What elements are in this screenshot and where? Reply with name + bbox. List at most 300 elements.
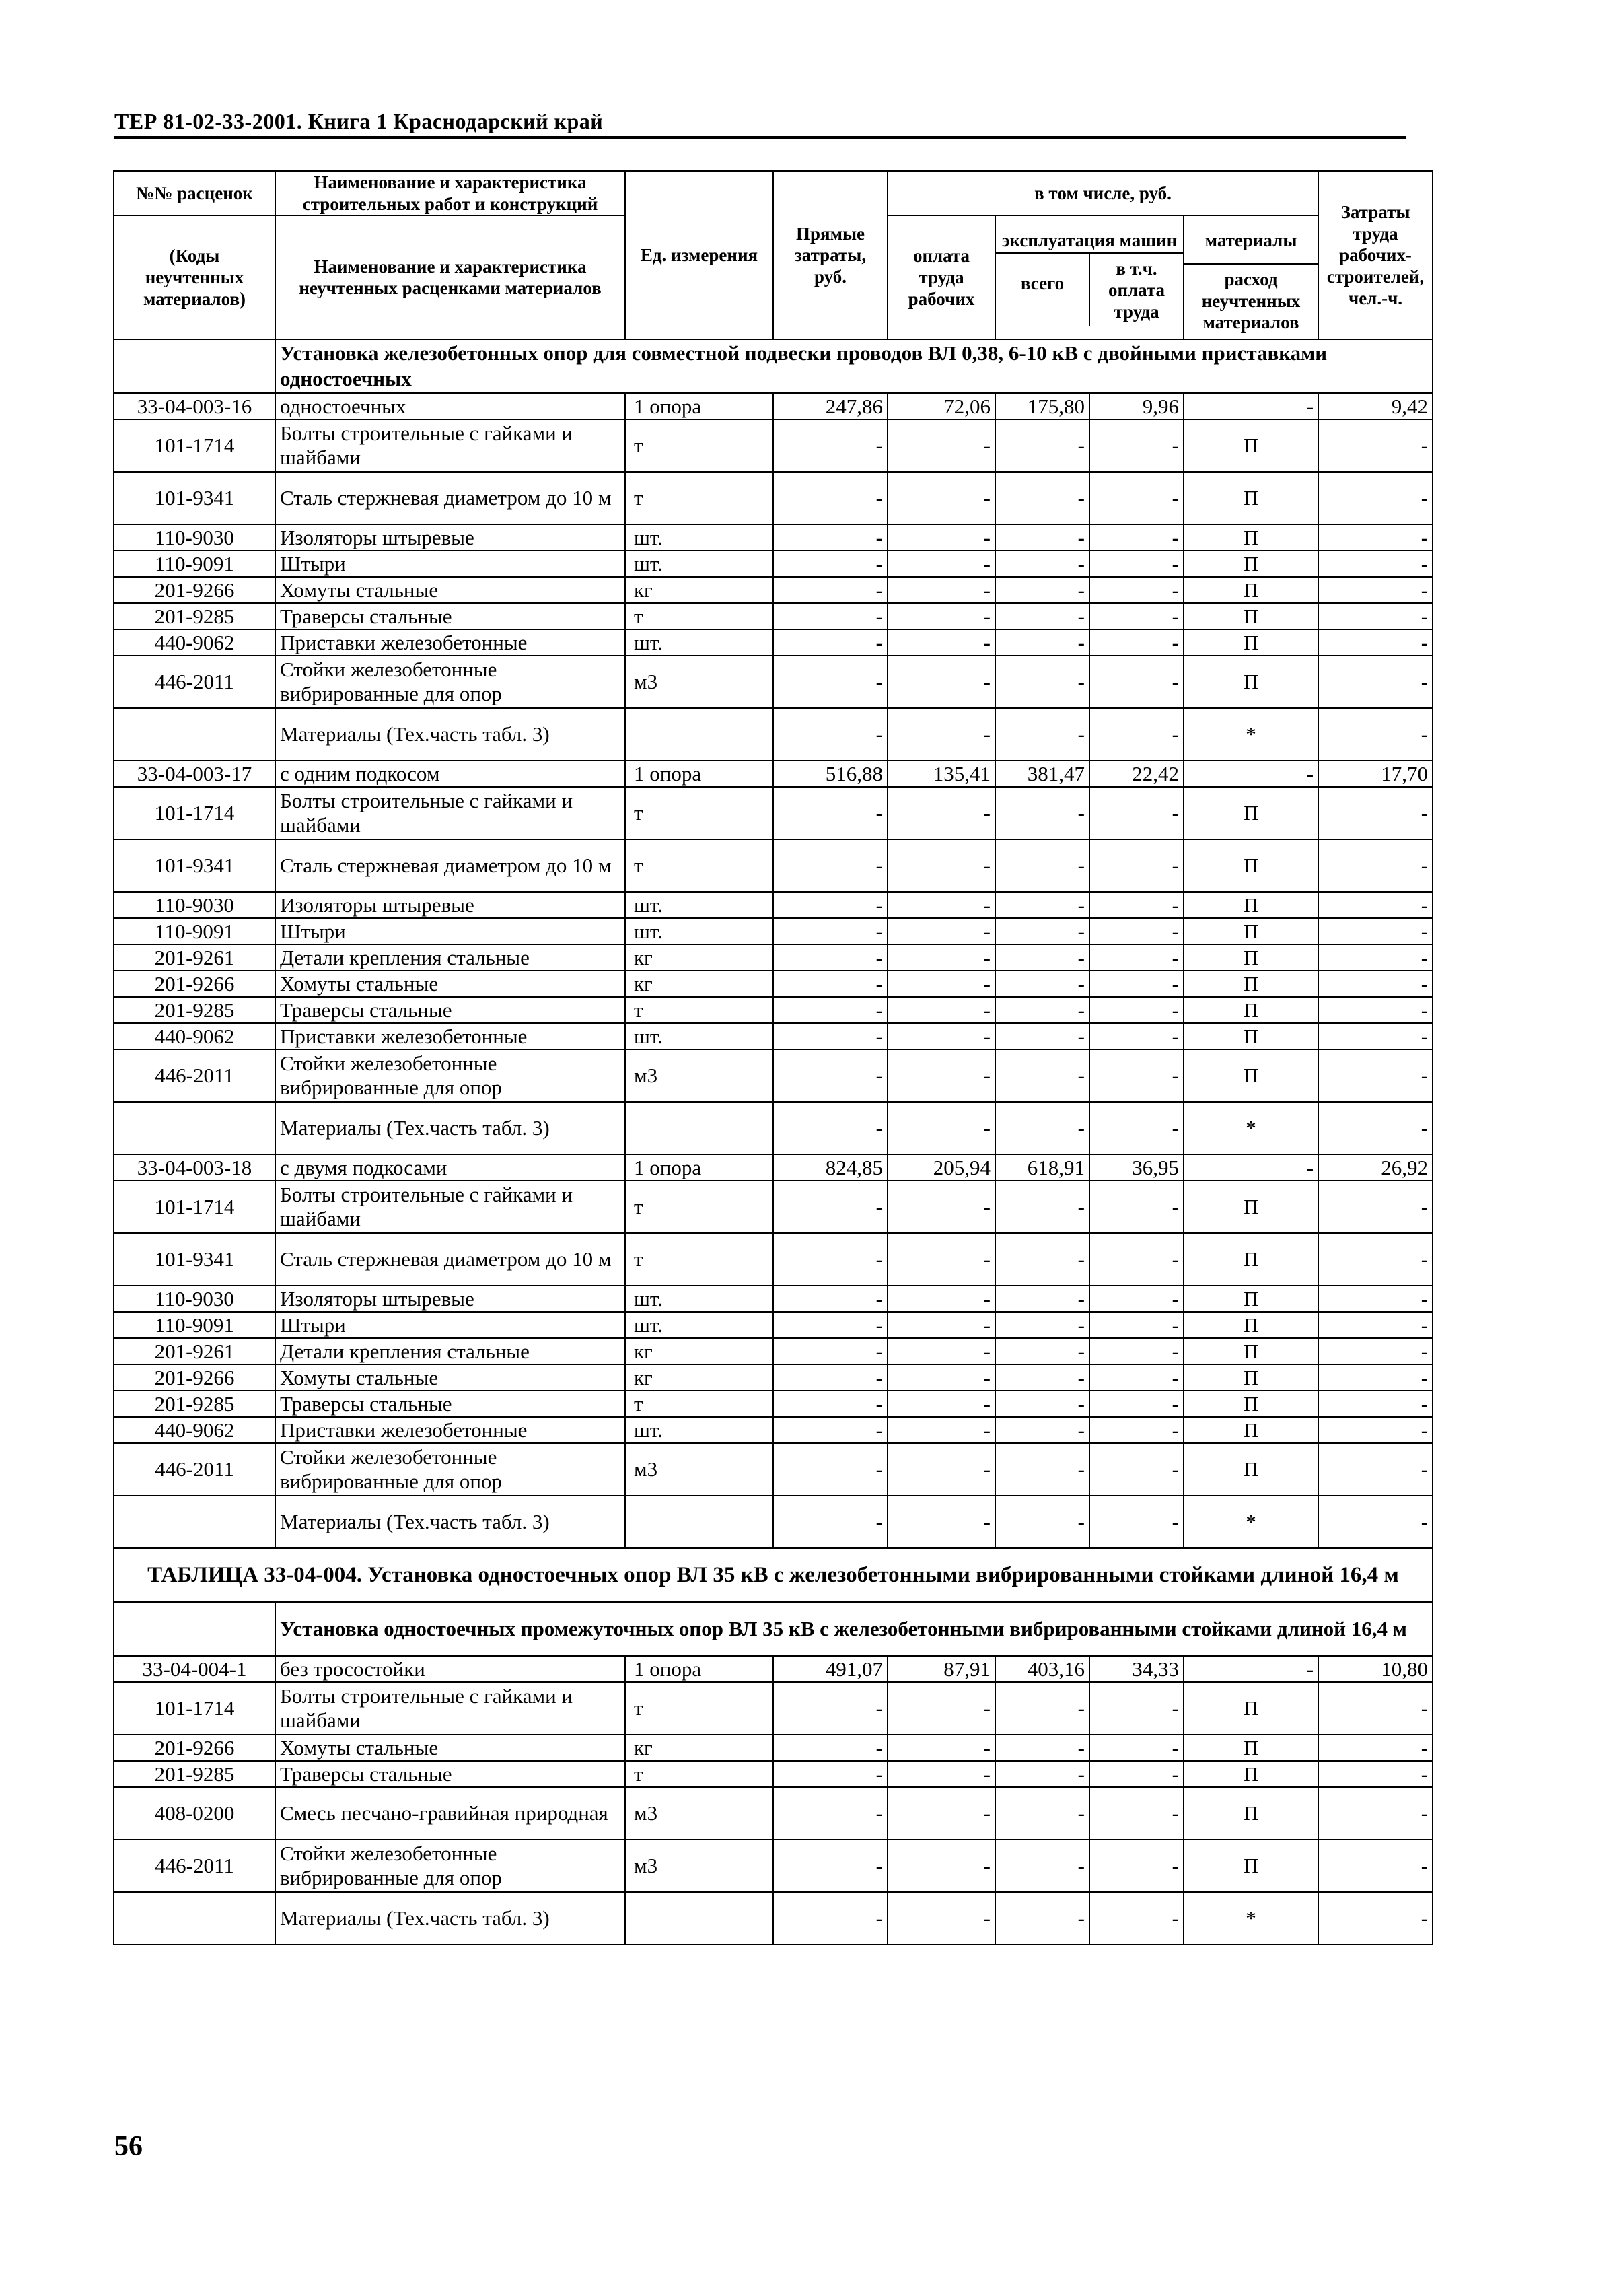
labor-value: 26,92	[1318, 1154, 1433, 1181]
labor-dash: -	[1318, 524, 1433, 551]
machines-total-dash: -	[995, 551, 1089, 577]
material-code: 440-9062	[114, 1023, 275, 1049]
material-name: Траверсы стальные	[275, 1391, 625, 1417]
direct-costs-dash: -	[773, 971, 888, 997]
material-unit	[625, 1892, 773, 1945]
rate-unit: 1 опора	[625, 1656, 773, 1682]
labor-dash: -	[1318, 629, 1433, 656]
labor-dash: -	[1318, 1391, 1433, 1417]
wages-dash: -	[888, 1023, 995, 1049]
material-mark: П	[1184, 839, 1318, 892]
page-header: ТЕР 81-02-33-2001. Книга 1 Краснодарский край	[114, 108, 1406, 139]
direct-costs-dash: -	[773, 1496, 888, 1548]
material-mark: П	[1184, 1761, 1318, 1787]
material-name: Материалы (Тех.часть табл. 3)	[275, 708, 625, 761]
material-row	[114, 1735, 1433, 1761]
labor-dash: -	[1318, 419, 1433, 472]
material-row	[114, 1233, 1433, 1286]
material-code: 101-9341	[114, 472, 275, 524]
machines-wages-dash: -	[1089, 1023, 1184, 1049]
material-code: 201-9266	[114, 971, 275, 997]
machines-wages-dash: -	[1089, 656, 1184, 708]
section-title: Установка одностоечных промежуточных опор ВЛ 35 кВ с железобетонными вибрированными стойками длиной 16,4 м	[275, 1602, 1433, 1656]
machines-total-dash: -	[995, 1840, 1089, 1892]
material-code: 446-2011	[114, 1840, 275, 1892]
direct-costs-dash: -	[773, 1840, 888, 1892]
machines-total-dash: -	[995, 997, 1089, 1023]
wages-dash: -	[888, 1417, 995, 1443]
material-name: Изоляторы штыревые	[275, 1286, 625, 1312]
labor-dash: -	[1318, 1364, 1433, 1391]
direct-costs-dash: -	[773, 1391, 888, 1417]
material-unit: шт.	[625, 629, 773, 656]
machines-total-dash: -	[995, 1312, 1089, 1338]
direct-costs-dash: -	[773, 524, 888, 551]
material-unit: т	[625, 603, 773, 629]
machines-wages-dash: -	[1089, 1735, 1184, 1761]
machines-wages-dash: -	[1089, 419, 1184, 472]
labor-value: 10,80	[1318, 1656, 1433, 1682]
labor-dash: -	[1318, 656, 1433, 708]
header-code-top: №№ расценок	[114, 171, 275, 215]
machines-total-dash: -	[995, 1023, 1089, 1049]
machines-wages-value: 34,33	[1089, 1656, 1184, 1682]
material-unit: кг	[625, 971, 773, 997]
machines-total-dash: -	[995, 603, 1089, 629]
rate-row	[114, 761, 1433, 787]
material-name: Приставки железобетонные	[275, 629, 625, 656]
material-code: 201-9261	[114, 1338, 275, 1364]
materials-value: -	[1184, 393, 1318, 419]
machines-total-value: 618,91	[995, 1154, 1089, 1181]
material-row	[114, 1443, 1433, 1496]
wages-dash: -	[888, 1892, 995, 1945]
rate-row	[114, 1656, 1433, 1682]
wages-dash: -	[888, 708, 995, 761]
material-code: 101-1714	[114, 419, 275, 472]
machines-total-value: 175,80	[995, 393, 1089, 419]
material-name: Изоляторы штыревые	[275, 892, 625, 918]
material-code: 201-9285	[114, 1391, 275, 1417]
material-mark: П	[1184, 1417, 1318, 1443]
material-row	[114, 1761, 1433, 1787]
material-name: Сталь стержневая диаметром до 10 м	[275, 1233, 625, 1286]
machines-wages-dash: -	[1089, 1787, 1184, 1840]
labor-dash: -	[1318, 839, 1433, 892]
wages-dash: -	[888, 944, 995, 971]
material-code: 440-9062	[114, 1417, 275, 1443]
header-machines-total: всего	[996, 254, 1090, 326]
material-row	[114, 708, 1433, 761]
direct-costs-dash: -	[773, 1787, 888, 1840]
material-name: Траверсы стальные	[275, 603, 625, 629]
wages-value: 87,91	[888, 1656, 995, 1682]
material-unit: т	[625, 1233, 773, 1286]
material-row	[114, 1181, 1433, 1233]
header-direct-costs: Прямые затраты, руб.	[773, 171, 888, 339]
material-row	[114, 1840, 1433, 1892]
material-unit: м3	[625, 1840, 773, 1892]
machines-total-dash: -	[995, 1364, 1089, 1391]
wages-dash: -	[888, 892, 995, 918]
machines-wages-dash: -	[1089, 629, 1184, 656]
machines-wages-dash: -	[1089, 1443, 1184, 1496]
direct-costs-dash: -	[773, 1417, 888, 1443]
machines-total-value: 381,47	[995, 761, 1089, 787]
direct-costs-dash: -	[773, 1443, 888, 1496]
material-code: 446-2011	[114, 1049, 275, 1102]
labor-dash: -	[1318, 1787, 1433, 1840]
material-code: 446-2011	[114, 1443, 275, 1496]
labor-dash: -	[1318, 1682, 1433, 1735]
machines-total-dash: -	[995, 1761, 1089, 1787]
material-unit: м3	[625, 656, 773, 708]
labor-dash: -	[1318, 1286, 1433, 1312]
direct-costs-dash: -	[773, 577, 888, 603]
material-mark: П	[1184, 524, 1318, 551]
wages-dash: -	[888, 1735, 995, 1761]
wages-dash: -	[888, 419, 995, 472]
machines-wages-dash: -	[1089, 1049, 1184, 1102]
wages-dash: -	[888, 918, 995, 944]
header-machines-wages: в т.ч. оплата труда	[1108, 258, 1165, 322]
material-row	[114, 1023, 1433, 1049]
material-row	[114, 419, 1433, 472]
material-mark: *	[1184, 1892, 1318, 1945]
material-unit	[625, 708, 773, 761]
material-mark: П	[1184, 1233, 1318, 1286]
machines-wages-dash: -	[1089, 918, 1184, 944]
wages-dash: -	[888, 1312, 995, 1338]
material-code: 201-9266	[114, 1735, 275, 1761]
material-code: 110-9030	[114, 524, 275, 551]
material-name: Болты строительные с гайками и шайбами	[275, 1682, 625, 1735]
material-unit: шт.	[625, 1312, 773, 1338]
material-unit: кг	[625, 1338, 773, 1364]
material-unit: шт.	[625, 551, 773, 577]
header-code-bottom: (Коды неучтенных материалов)	[114, 215, 275, 339]
machines-wages-value: 36,95	[1089, 1154, 1184, 1181]
machines-wages-dash: -	[1089, 1682, 1184, 1735]
direct-costs-dash: -	[773, 1892, 888, 1945]
labor-dash: -	[1318, 944, 1433, 971]
material-unit: т	[625, 839, 773, 892]
material-unit: м3	[625, 1049, 773, 1102]
machines-total-dash: -	[995, 1102, 1089, 1154]
machines-total-dash: -	[995, 577, 1089, 603]
machines-total-dash: -	[995, 1735, 1089, 1761]
rate-code: 33-04-004-1	[114, 1656, 275, 1682]
material-unit: шт.	[625, 1417, 773, 1443]
header-name-bottom: Наименование и характеристика неучтенных расценками материалов	[275, 215, 625, 339]
machines-wages-dash: -	[1089, 472, 1184, 524]
material-mark: П	[1184, 1735, 1318, 1761]
material-name: Хомуты стальные	[275, 1364, 625, 1391]
material-row	[114, 603, 1433, 629]
wages-dash: -	[888, 971, 995, 997]
machines-total-dash: -	[995, 419, 1089, 472]
material-name: Траверсы стальные	[275, 997, 625, 1023]
header-including: в том числе, руб.	[888, 171, 1318, 215]
material-row	[114, 472, 1433, 524]
labor-dash: -	[1318, 892, 1433, 918]
material-mark: П	[1184, 1181, 1318, 1233]
material-row	[114, 1338, 1433, 1364]
material-name: Изоляторы штыревые	[275, 524, 625, 551]
material-name: Материалы (Тех.часть табл. 3)	[275, 1892, 625, 1945]
material-code: 110-9030	[114, 1286, 275, 1312]
rate-row	[114, 393, 1433, 419]
wages-dash: -	[888, 1761, 995, 1787]
material-code: 201-9266	[114, 577, 275, 603]
material-unit: т	[625, 997, 773, 1023]
material-row	[114, 1286, 1433, 1312]
wages-dash: -	[888, 997, 995, 1023]
rate-name: с двумя подкосами	[275, 1154, 625, 1181]
material-name: Стойки железобетонные вибрированные для опор	[275, 1840, 625, 1892]
page-number: 56	[114, 2131, 143, 2162]
material-code: 201-9285	[114, 1761, 275, 1787]
machines-total-dash: -	[995, 708, 1089, 761]
wages-dash: -	[888, 656, 995, 708]
material-mark: П	[1184, 918, 1318, 944]
rate-name: без тросостойки	[275, 1656, 625, 1682]
labor-dash: -	[1318, 472, 1433, 524]
wages-value: 72,06	[888, 393, 995, 419]
rate-unit: 1 опора	[625, 1154, 773, 1181]
wages-dash: -	[888, 1049, 995, 1102]
material-unit: кг	[625, 944, 773, 971]
rate-row	[114, 1154, 1433, 1181]
material-code	[114, 708, 275, 761]
labor-dash: -	[1318, 1102, 1433, 1154]
machines-total-dash: -	[995, 839, 1089, 892]
material-name: Болты строительные с гайками и шайбами	[275, 419, 625, 472]
wages-dash: -	[888, 1787, 995, 1840]
empty-code-cell	[114, 1602, 275, 1656]
material-row	[114, 1682, 1433, 1735]
wages-dash: -	[888, 551, 995, 577]
wages-dash: -	[888, 524, 995, 551]
material-mark: *	[1184, 1496, 1318, 1548]
labor-dash: -	[1318, 1338, 1433, 1364]
labor-dash: -	[1318, 1312, 1433, 1338]
material-mark: П	[1184, 1023, 1318, 1049]
material-mark: *	[1184, 708, 1318, 761]
labor-dash: -	[1318, 787, 1433, 839]
material-mark: П	[1184, 577, 1318, 603]
rate-unit: 1 опора	[625, 393, 773, 419]
material-unit: шт.	[625, 524, 773, 551]
material-name: Смесь песчано-гравийная природная	[275, 1787, 625, 1840]
machines-wages-dash: -	[1089, 997, 1184, 1023]
material-code: 110-9091	[114, 918, 275, 944]
material-row	[114, 1787, 1433, 1840]
rates-table	[113, 170, 1433, 1945]
material-row	[114, 1312, 1433, 1338]
material-row	[114, 1391, 1433, 1417]
machines-total-dash: -	[995, 1338, 1089, 1364]
material-unit: шт.	[625, 918, 773, 944]
material-name: Материалы (Тех.часть табл. 3)	[275, 1102, 625, 1154]
direct-costs-dash: -	[773, 1049, 888, 1102]
header-materials: материалы	[1184, 217, 1318, 265]
machines-wages-dash: -	[1089, 1892, 1184, 1945]
material-code	[114, 1496, 275, 1548]
direct-costs-dash: -	[773, 944, 888, 971]
material-row	[114, 656, 1433, 708]
materials-value: -	[1184, 1154, 1318, 1181]
direct-costs-dash: -	[773, 1761, 888, 1787]
direct-costs-value: 516,88	[773, 761, 888, 787]
labor-dash: -	[1318, 1761, 1433, 1787]
material-code: 101-9341	[114, 1233, 275, 1286]
direct-costs-dash: -	[773, 656, 888, 708]
material-code: 110-9091	[114, 551, 275, 577]
direct-costs-dash: -	[773, 629, 888, 656]
material-row	[114, 839, 1433, 892]
machines-wages-dash: -	[1089, 892, 1184, 918]
machines-wages-dash: -	[1089, 1102, 1184, 1154]
material-unit: т	[625, 1391, 773, 1417]
machines-wages-dash: -	[1089, 603, 1184, 629]
machines-wages-dash: -	[1089, 551, 1184, 577]
material-row	[114, 551, 1433, 577]
machines-total-dash: -	[995, 1049, 1089, 1102]
machines-wages-value: 9,96	[1089, 393, 1184, 419]
direct-costs-dash: -	[773, 1338, 888, 1364]
rate-name: одностоечных	[275, 393, 625, 419]
machines-total-dash: -	[995, 971, 1089, 997]
machines-wages-dash: -	[1089, 787, 1184, 839]
material-mark: П	[1184, 997, 1318, 1023]
material-unit: т	[625, 1682, 773, 1735]
labor-dash: -	[1318, 1023, 1433, 1049]
wages-dash: -	[888, 629, 995, 656]
machines-total-dash: -	[995, 918, 1089, 944]
material-mark: П	[1184, 1338, 1318, 1364]
wages-dash: -	[888, 1338, 995, 1364]
direct-costs-dash: -	[773, 708, 888, 761]
material-unit: кг	[625, 1735, 773, 1761]
labor-dash: -	[1318, 971, 1433, 997]
materials-value: -	[1184, 761, 1318, 787]
direct-costs-dash: -	[773, 1286, 888, 1312]
material-mark: П	[1184, 1364, 1318, 1391]
table-title-row	[114, 1548, 1433, 1602]
material-name: Детали крепления стальные	[275, 944, 625, 971]
labor-value: 9,42	[1318, 393, 1433, 419]
material-unit: шт.	[625, 1286, 773, 1312]
material-unit: кг	[625, 1364, 773, 1391]
material-mark: П	[1184, 1840, 1318, 1892]
wages-dash: -	[888, 1682, 995, 1735]
material-mark: П	[1184, 944, 1318, 971]
material-row	[114, 524, 1433, 551]
material-mark: П	[1184, 472, 1318, 524]
labor-dash: -	[1318, 1496, 1433, 1548]
machines-wages-value: 22,42	[1089, 761, 1184, 787]
machines-total-dash: -	[995, 1443, 1089, 1496]
direct-costs-dash: -	[773, 1181, 888, 1233]
material-code	[114, 1102, 275, 1154]
machines-total-dash: -	[995, 944, 1089, 971]
material-mark: П	[1184, 1312, 1318, 1338]
labor-dash: -	[1318, 997, 1433, 1023]
material-mark: П	[1184, 603, 1318, 629]
material-row	[114, 971, 1433, 997]
material-row	[114, 1892, 1433, 1945]
direct-costs-dash: -	[773, 892, 888, 918]
wages-dash: -	[888, 1286, 995, 1312]
machines-wages-dash: -	[1089, 577, 1184, 603]
material-row	[114, 1102, 1433, 1154]
material-mark: П	[1184, 551, 1318, 577]
material-mark: П	[1184, 656, 1318, 708]
table-title: ТАБЛИЦА 33-04-004. Установка одностоечных опор ВЛ 35 кВ с железобетонными вибрированными стойками длиной 16,4 м	[114, 1548, 1433, 1602]
material-mark: П	[1184, 1049, 1318, 1102]
material-code: 101-1714	[114, 1682, 275, 1735]
material-unit: т	[625, 472, 773, 524]
material-unit	[625, 1102, 773, 1154]
material-mark: П	[1184, 1286, 1318, 1312]
machines-wages-dash: -	[1089, 1364, 1184, 1391]
section-title: Установка железобетонных опор для совместной подвески проводов ВЛ 0,38, 6-10 кВ с двойными приставками одностоечных	[275, 339, 1433, 393]
wages-dash: -	[888, 1496, 995, 1548]
material-unit: т	[625, 419, 773, 472]
machines-wages-dash: -	[1089, 971, 1184, 997]
machines-total-dash: -	[995, 1682, 1089, 1735]
material-code: 201-9285	[114, 603, 275, 629]
material-unit: кг	[625, 577, 773, 603]
material-row	[114, 577, 1433, 603]
direct-costs-dash: -	[773, 918, 888, 944]
material-name: Детали крепления стальные	[275, 1338, 625, 1364]
material-unit	[625, 1496, 773, 1548]
machines-wages-dash: -	[1089, 708, 1184, 761]
material-row	[114, 629, 1433, 656]
direct-costs-value: 824,85	[773, 1154, 888, 1181]
direct-costs-value: 491,07	[773, 1656, 888, 1682]
labor-dash: -	[1318, 708, 1433, 761]
direct-costs-dash: -	[773, 472, 888, 524]
material-name: Траверсы стальные	[275, 1761, 625, 1787]
rate-name: с одним подкосом	[275, 761, 625, 787]
wages-value: 205,94	[888, 1154, 995, 1181]
machines-total-dash: -	[995, 1787, 1089, 1840]
machines-total-dash: -	[995, 524, 1089, 551]
section-row	[114, 339, 1433, 393]
material-name: Болты строительные с гайками и шайбами	[275, 1181, 625, 1233]
machines-total-dash: -	[995, 656, 1089, 708]
material-code: 408-0200	[114, 1787, 275, 1840]
labor-dash: -	[1318, 551, 1433, 577]
material-name: Стойки железобетонные вибрированные для опор	[275, 1443, 625, 1496]
header-wages: оплата труда рабочих	[888, 215, 995, 339]
header-materials-unaccounted: расход неучтенных материалов	[1201, 269, 1301, 333]
wages-dash: -	[888, 1181, 995, 1233]
direct-costs-dash: -	[773, 551, 888, 577]
machines-total-dash: -	[995, 1233, 1089, 1286]
material-name: Болты строительные с гайками и шайбами	[275, 787, 625, 839]
material-code: 101-9341	[114, 839, 275, 892]
material-mark: П	[1184, 787, 1318, 839]
material-code: 440-9062	[114, 629, 275, 656]
material-mark: П	[1184, 1391, 1318, 1417]
header-unit: Ед. измерения	[625, 171, 773, 339]
labor-dash: -	[1318, 1735, 1433, 1761]
material-row	[114, 1417, 1433, 1443]
